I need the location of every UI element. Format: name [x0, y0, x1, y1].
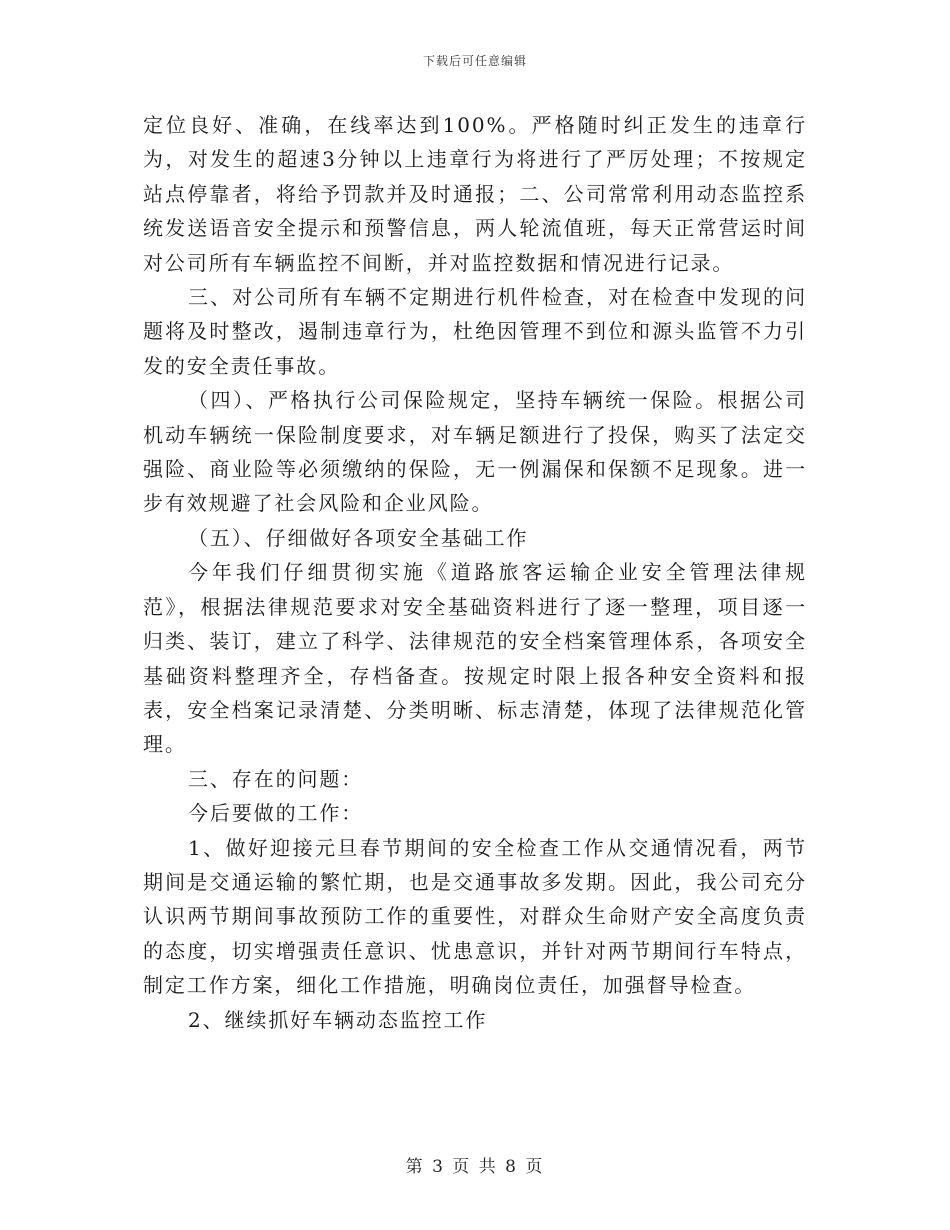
paragraph-1: 定位良好、准确，在线率达到100%。严格随时纠正发生的违章行为，对发生的超速3分钟以上违章行为将进行了严厉处理；不按规定站点停靠者，将给予罚款并及时通报；二、公司常常利用动态监控系统发送语音安全提示和预警信息，两人轮流值班，每天正常营运时间对公司所有车辆监控不间断，并对监控数据和情况进行记录。: [143, 113, 807, 275]
paragraph-2: 三、对公司所有车辆不定期进行机件检查，对在检查中发现的问题将及时整改，遏制违章行为，杜绝因管理不到位和源头监管不力引发的安全责任事故。: [143, 285, 807, 378]
page-header: 下载后可任意编辑: [422, 54, 527, 68]
document-body: [143, 108, 807, 1037]
paragraph-5: 今年我们仔细贯彻实施《道路旅客运输企业安全管理法律规范》，根据法律规范要求对安全基础资料进行了逐一整理，项目逐一归类、装订，建立了科学、法律规范的安全档案管理体系，各项安全基础资料整理齐全，存档备查。按规定时限上报各种安全资料和报表，安全档案记录清楚、分类明晰、标志清楚，体现了法律规范化管理。: [143, 560, 807, 757]
paragraph-6: 三、存在的问题：: [188, 766, 364, 791]
page-number: 第 3 页 共 8 页: [405, 1157, 545, 1177]
paragraph-4: （五）、仔细做好各项安全基础工作: [188, 525, 529, 550]
paragraph-3: （四）、严格执行公司保险规定，坚持车辆统一保险。根据公司机动车辆统一保险制度要求，对车辆足额进行了投保，购买了法定交强险、商业险等必须缴纳的保险，无一例漏保和保额不足现象。进一步有效规避了社会风险和企业风险。: [143, 388, 807, 516]
paragraph-8: 1、做好迎接元旦春节期间的安全检查工作从交通情况看，两节期间是交通运输的繁忙期，也是交通事故多发期。因此，我公司充分认识两节期间事故预防工作的重要性，对群众生命财产安全高度负责的态度，切实增强责任意识、忧患意识，并针对两节期间行车特点，制定工作方案，细化工作措施，明确岗位责任，加强督导检查。: [143, 835, 807, 998]
paragraph-9: 2、继续抓好车辆动态监控工作: [188, 1007, 488, 1032]
paragraph-7: 今后要做的工作：: [188, 801, 364, 826]
